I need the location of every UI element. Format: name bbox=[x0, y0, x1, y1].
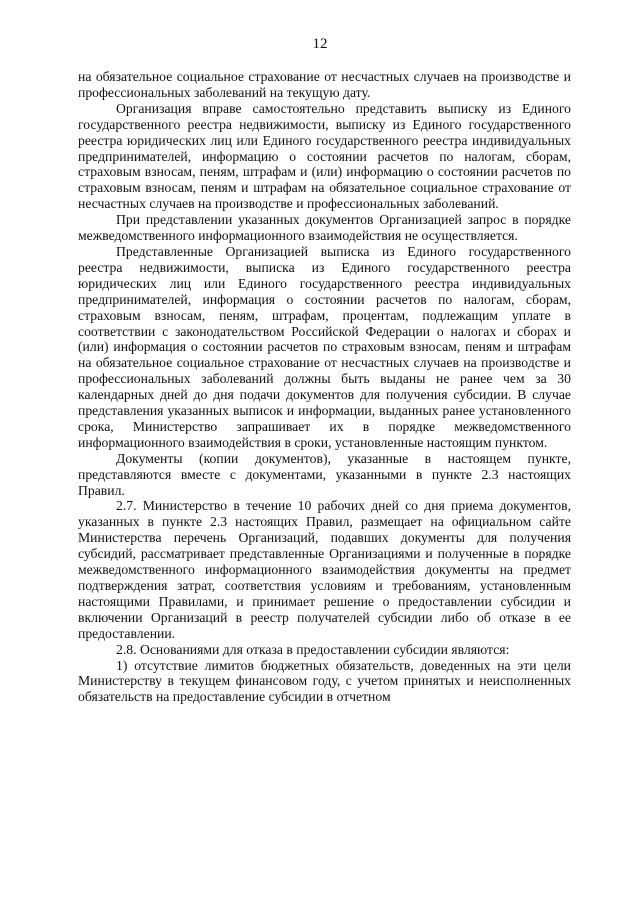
paragraph-clause-2-8: 2.8. Основаниями для отказа в предоставлении субсидии являются: bbox=[116, 641, 510, 657]
paragraph-clause-2-7: 2.7. Министерство в течение 10 рабочих дней со дня приема документов, указанных в пункте 2.3 настоящих Правил, размещает на официальном сайте Министерства перечень Организаций, подавших документы для получения субсидий, рассматривает представленные Организациями и полученные в порядке межведомственного информационного взаимодействия документы на предмет подтверждения затрат, соответствия условиям и требованиям, установленным настоящими Правилами, и принимает решение о предоставлении субсидии и включении Организаций в реестр получателей субсидии либо об отказе в ее предоставлении. bbox=[78, 498, 571, 641]
paragraph-documents-submitted-together: Документы (копии документов), указанные в настоящем пункте, представляются вместе с документами, указанными в пункте 2.3 настоящих Правил. bbox=[78, 450, 571, 498]
paragraph-self-submission: Организация вправе самостоятельно представить выписку из Единого государственного реестра недвижимости, выписку из Единого государственного реестра юридических лиц или Единого государственного реестра индивидуальных предпринимателей, информацию о состоянии расчетов по налогам, сборам, страховым взносам, пеням, штрафам и (или) информацию о состоянии расчетов по страховым взносам, пеням и штрафам на обязательное социальное страхование от несчастных случаев на производстве и профессиональных заболеваний. bbox=[78, 100, 571, 212]
paragraph-refusal-ground-1: 1) отсутствие лимитов бюджетных обязательств, доведенных на эти цели Министерству в текущем финансовом году, с учетом принятых и неисполненных обязательств на предоставление субсидии в отчетном bbox=[78, 657, 571, 705]
paragraph-no-interagency-request: При представлении указанных документов Организацией запрос в порядке межведомственного информационного взаимодействия не осуществляется. bbox=[78, 212, 571, 244]
paragraph-continuation: на обязательное социальное страхование от несчастных случаев на производстве и профессиональных заболеваний на текущую дату. bbox=[78, 69, 571, 100]
paragraph-document-validity: Представленные Организацией выписка из Единого государственного реестра недвижимости, выписка из Единого государственного реестра юридических лиц или Единого государственного реестра индивидуальных предпринимателей, информация о состоянии расчетов по налогам, сборам, страховым взносам, пеням, штрафам, процентам, подлежащим уплате в соответствии с законодательством Российской Федерации о налогах и сборах и (или) информация о состоянии расчетов по страховым взносам, пеням и штрафам на обязательное социальное страхование от несчастных случаев на производстве и профессиональных заболеваний должны быть выданы не ранее чем за 30 календарных дней до дня подачи документов для получения субсидии. В случае представления указанных выписок и информации, выданных ранее установленного срока, Министерство запрашивает их в порядке межведомственного информационного взаимодействия в сроки, установленные настоящим пунктом. bbox=[78, 243, 571, 450]
document-body bbox=[78, 69, 571, 705]
page-number: 12 bbox=[312, 36, 328, 52]
